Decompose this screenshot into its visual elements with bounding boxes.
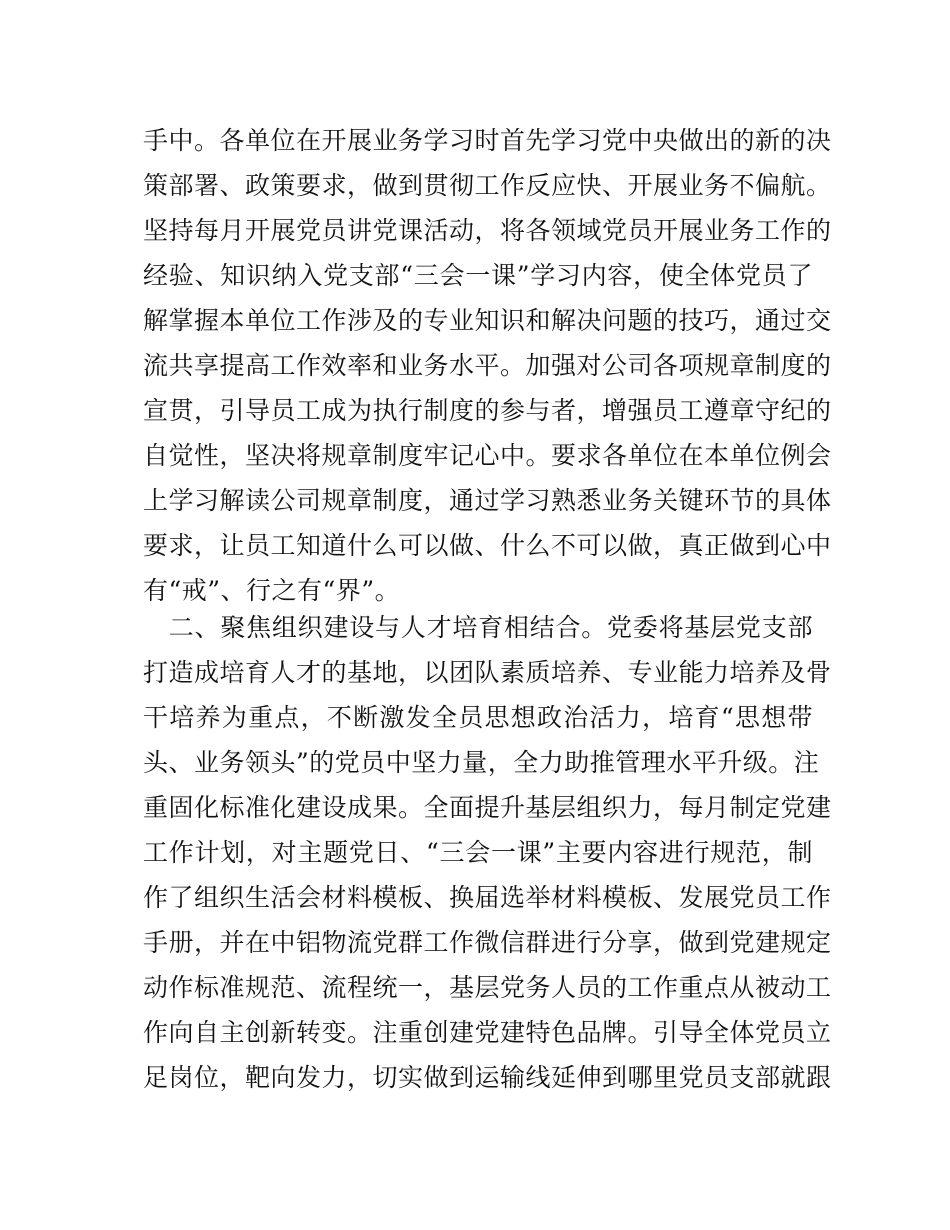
text-line: 要求，让员工知道什么可以做、什么不可以做，真正做到心中: [143, 531, 832, 560]
text-line: 动作标准规范、流程统一，基层党务人员的工作重点从被动工: [143, 973, 832, 1002]
paragraph-section-two: [143, 605, 832, 1100]
text-line: 手册，并在中铝物流党群工作微信群进行分享，做到党建规定: [143, 928, 832, 957]
text-line: 有“戒”、行之有“界”。: [143, 576, 401, 605]
text-line: 流共享提高工作效率和业务水平。加强对公司各项规章制度的: [143, 351, 832, 380]
text-line: 宣贯，引导员工成为执行制度的参与者，增强员工遵章守纪的: [143, 396, 832, 425]
text-line: 头、业务领头”的党员中坚力量，全力助推管理水平升级。注: [143, 748, 820, 777]
text-line: 上学习解读公司规章制度，通过学习熟悉业务关键环节的具体: [143, 486, 832, 515]
text-line: 重固化标准化建设成果。全面提升基层组织力，每月制定党建: [143, 793, 832, 822]
text-line: 坚持每月开展党员讲党课活动，将各领域党员开展业务工作的: [143, 216, 832, 245]
text-line: 手中。各单位在开展业务学习时首先学习党中央做出的新的决: [143, 126, 832, 155]
paragraph-continued: [143, 118, 832, 613]
text-line: 自觉性，坚决将规章制度牢记心中。要求各单位在本单位例会: [143, 441, 832, 470]
text-line: 作向自主创新转变。注重创建党建特色品牌。引导全体党员立: [143, 1018, 832, 1047]
text-line: 经验、知识纳入党支部“三会一课”学习内容，使全体党员了: [143, 261, 813, 290]
text-line: 足岗位，靶向发力，切实做到运输线延伸到哪里党员支部就跟: [143, 1063, 832, 1092]
text-line: 策部署、政策要求，做到贯彻工作反应快、开展业务不偏航。: [143, 171, 832, 200]
text-line: 干培养为重点，不断激发全员思想政治活力，培育“思想带: [143, 703, 813, 732]
text-line: 工作计划，对主题党日、“三会一课”主要内容进行规范，制: [143, 838, 813, 867]
text-line: 打造成培育人才的基地，以团队素质培养、专业能力培养及骨: [143, 658, 832, 687]
text-line: 作了组织生活会材料模板、换届选举材料模板、发展党员工作: [143, 883, 832, 912]
text-line: 解掌握本单位工作涉及的专业知识和解决问题的技巧，通过交: [143, 306, 832, 335]
text-line: 二、聚焦组织建设与人才培育相结合。党委将基层党支部: [143, 613, 813, 642]
